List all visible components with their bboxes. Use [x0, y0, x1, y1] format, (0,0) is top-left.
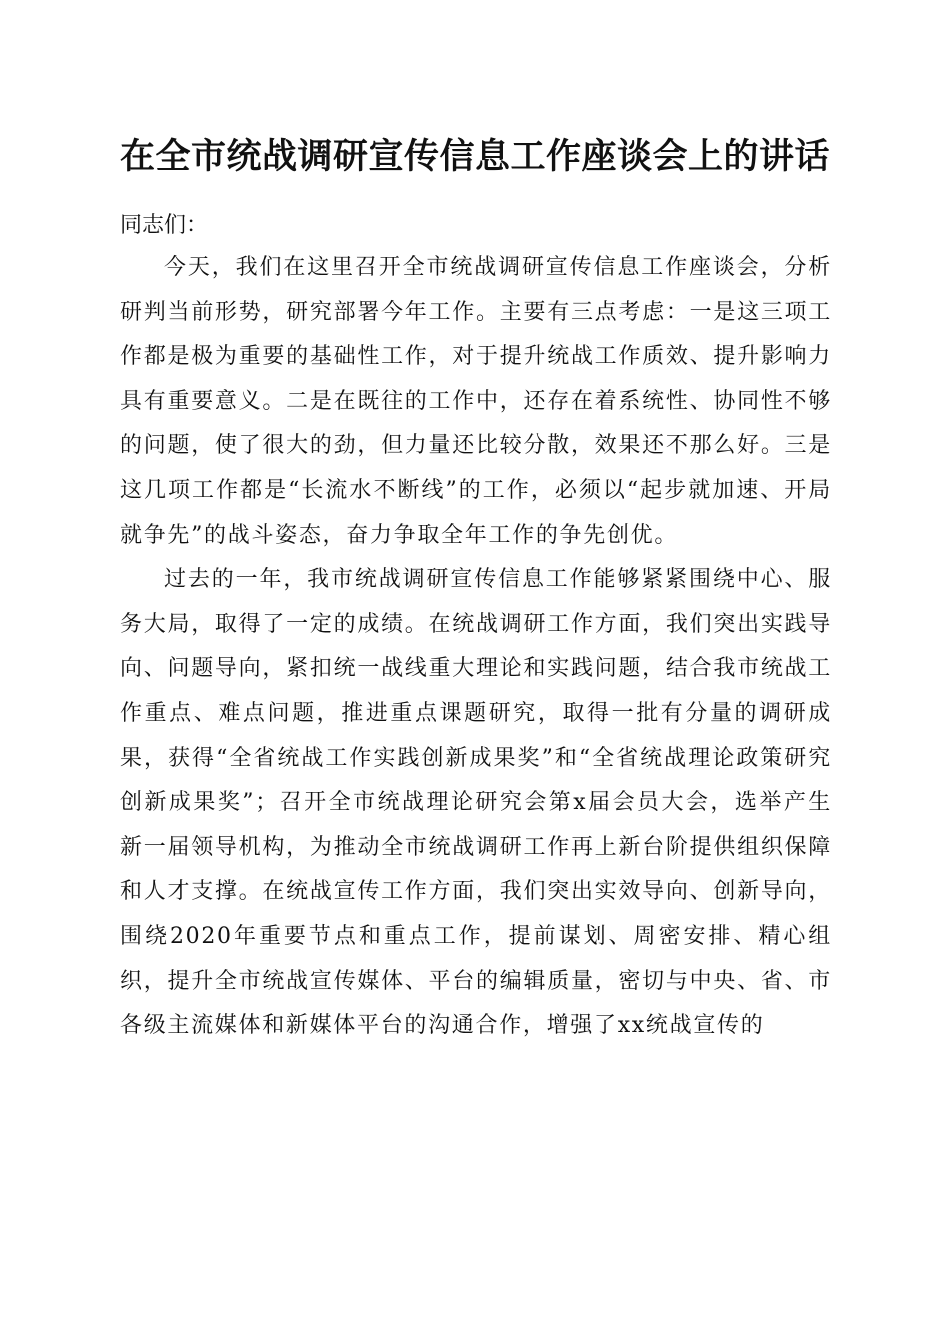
paragraph-1: 今天，我们在这里召开全市统战调研宣传信息工作座谈会，分析研判当前形势，研究部署今年工作。主要有三点考虑：一是这三项工作都是极为重要的基础性工作，对于提升统战工作质效、提升影响力具有重要意义。二是在既往的工作中，还存在着系统性、协同性不够的问题，使了很大的劲，但力量还比较分散，效果还不那么好。三是这几项工作都是“长流水不断线”的工作，必须以“起步就加速、开局就争先”的战斗姿态，奋力争取全年工作的争先创优。: [120, 255, 832, 548]
document-body: [120, 200, 832, 1049]
salutation: 同志们：: [120, 213, 209, 238]
paragraph-2: 过去的一年，我市统战调研宣传信息工作能够紧紧围绕中心、服务大局，取得了一定的成绩。在统战调研工作方面，我们突出实践导向、问题导向，紧扣统一战线重大理论和实践问题，结合我市统战工作重点、难点问题，推进重点课题研究，取得一批有分量的调研成果，获得“全省统战工作实践创新成果奖”和“全省统战理论政策研究创新成果奖”；召开全市统战理论研究会第x届会员大会，选举产生新一届领导机构，为推动全市统战调研工作再上新台阶提供组织保障和人才支撑。在统战宣传工作方面，我们突出实效导向、创新导向，围绕2020年重要节点和重点工作，提前谋划、周密安排、精心组织，提升全市统战宣传媒体、平台的编辑质量，密切与中央、省、市各级主流媒体和新媒体平台的沟通合作，增强了xx统战宣传的: [120, 567, 832, 1039]
document-title: 在全市统战调研宣传信息工作座谈会上的讲话: [119, 136, 830, 177]
